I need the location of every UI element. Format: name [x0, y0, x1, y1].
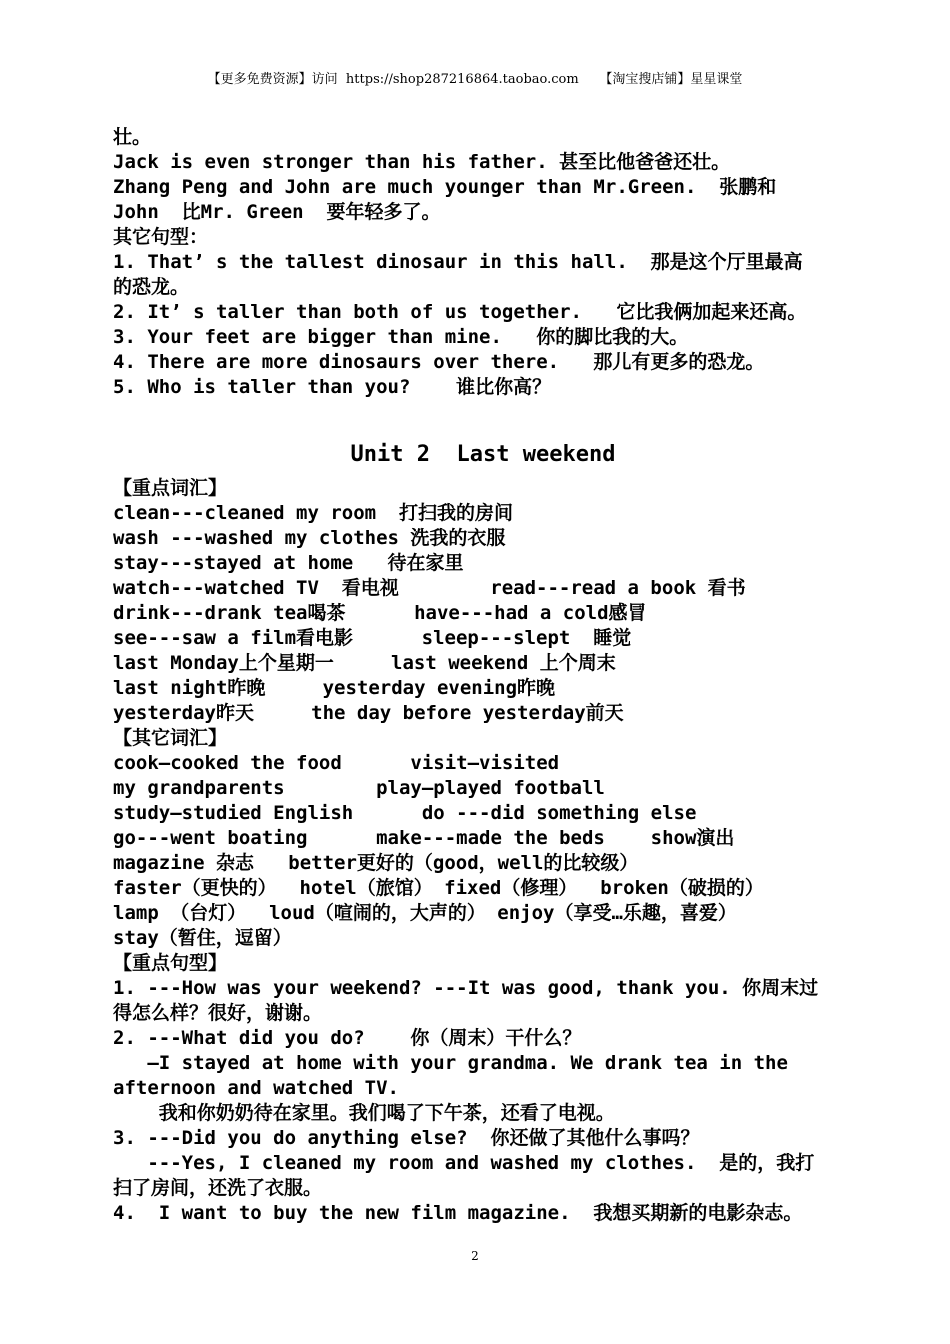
- text-line: 4. There are more dinosaurs over there. 那儿有更多的恐龙。: [113, 351, 765, 373]
- text-line: 2. It’ s taller than both of us together. 它比我俩加起来还高。: [113, 301, 807, 323]
- page-header: 【更多免费资源】访问 https://shop287216864.taobao.com 【淘宝搜店铺】星星课堂: [207, 72, 743, 87]
- sentence-line: 我和你奶奶待在家里。我们喝了下午茶，还看了电视。: [113, 1102, 615, 1124]
- section-heading: 【重点句型】: [113, 952, 228, 974]
- text-line: 的恐龙。: [113, 276, 190, 298]
- page-content: [113, 125, 853, 1226]
- vocab-line: drink---drank tea喝茶 have---had a cold感冒: [113, 602, 647, 624]
- sentence-line: ---Yes, I cleaned my room and washed my clothes. 是的，我打: [113, 1152, 815, 1174]
- vocab-line: cook—cooked the food visit—visited: [113, 752, 560, 774]
- text-line: 其它句型：: [113, 226, 209, 248]
- vocab-line: stay（暂住，逗留）: [113, 927, 292, 949]
- vocab-line: wash ---washed my clothes 洗我的衣服: [113, 527, 506, 549]
- text-line: 3. Your feet are bigger than mine. 你的脚比我的大。: [113, 326, 689, 348]
- sentence-line: 2. ---What did you do? 你（周末）干什么？: [113, 1027, 582, 1049]
- sentence-line: 扫了房间，还洗了衣服。: [113, 1177, 323, 1199]
- sentence-line: 1. ---How was your weekend? ---It was good, thank you. 你周末过: [113, 977, 819, 999]
- vocab-line: last night昨晚 yesterday evening昨晚: [113, 677, 556, 699]
- vocab-line: yesterday昨天 the day before yesterday前天: [113, 702, 624, 724]
- vocab-line: watch---watched TV 看电视 read---read a book 看书: [113, 577, 746, 599]
- text-line: 5. Who is taller than you? 谁比你高？: [113, 376, 552, 398]
- text-line: Zhang Peng and John are much younger than Mr.Green. 张鹏和: [113, 176, 777, 198]
- vocab-line: see---saw a film看电影 sleep---slept 睡觉: [113, 627, 632, 649]
- vocab-line: go---went boating make---made the beds show演出: [113, 827, 735, 849]
- section-heading: 【其它词汇】: [113, 727, 228, 749]
- unit-title: Unit 2 Last weekend: [350, 442, 616, 467]
- vocab-line: stay---stayed at home 待在家里: [113, 552, 464, 574]
- sentence-line: 得怎么样？很好，谢谢。: [113, 1002, 323, 1024]
- section-heading: 【重点词汇】: [113, 477, 228, 499]
- vocab-line: magazine 杂志 better更好的（good，well的比较级）: [113, 852, 639, 874]
- vocab-line: clean---cleaned my room 打扫我的房间: [113, 502, 513, 524]
- vocab-line: lamp （台灯） loud（喧闹的，大声的） enjoy（享受…乐趣，喜爱）: [113, 902, 737, 924]
- sentence-line: —I stayed at home with your grandma. We drank tea in the: [113, 1052, 788, 1074]
- sentence-line: 4. I want to buy the new film magazine. 我想买期新的电影杂志。: [113, 1202, 803, 1224]
- text-line: Jack is even stronger than his father. 甚至比他爸爸还壮。: [113, 151, 731, 173]
- page-number: 2: [471, 1249, 479, 1263]
- section-unit-2: [113, 476, 853, 1226]
- vocab-line: last Monday上个星期一 last weekend 上个周末: [113, 652, 616, 674]
- text-line: John 比Mr. Green 要年轻多了。: [113, 201, 441, 223]
- text-line: 壮。: [113, 126, 152, 148]
- text-line: 1. That’ s the tallest dinosaur in this hall. 那是这个厅里最高: [113, 251, 803, 273]
- sentence-line: afternoon and watched TV.: [113, 1077, 399, 1099]
- vocab-line: my grandparents play—played football: [113, 777, 605, 799]
- vocab-line: study—studied English do ---did something else: [113, 802, 697, 824]
- sentence-line: 3. ---Did you do anything else? 你还做了其他什么事吗？: [113, 1127, 700, 1149]
- section-comparatives: [113, 125, 853, 400]
- vocab-line: faster（更快的） hotel（旅馆） fixed（修理） broken（破损的）: [113, 877, 764, 899]
